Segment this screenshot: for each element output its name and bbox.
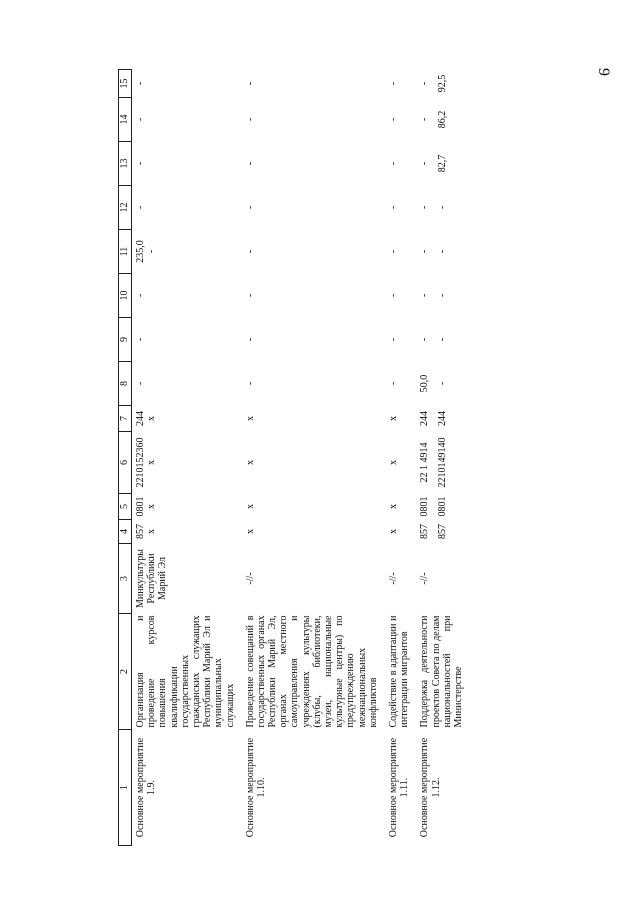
event-number: Основное мероприятие 1.12. [419, 737, 442, 838]
year-value: - [244, 81, 256, 86]
year-value: - [387, 381, 399, 386]
event-description: Организация и проведение курсов повышения квалификации государственных гражданских служащих Республики Марий Эл и муниципальных служащих [135, 615, 236, 728]
year-value: - - [419, 205, 448, 210]
table-row [242, 70, 385, 846]
column-header: 12 [119, 186, 132, 230]
year-value: - 92,5 [419, 74, 448, 93]
year-value: - [135, 293, 146, 298]
year-value: - [387, 205, 399, 210]
year-value: - [244, 293, 256, 298]
column-header: 14 [119, 98, 132, 142]
page-number: 9 [595, 68, 612, 76]
column-header: 13 [119, 142, 132, 186]
expense-type-code: 244 x [135, 411, 158, 426]
executor: -//- [419, 572, 431, 585]
year-value: - - [419, 337, 448, 342]
rotated-table-container [118, 76, 518, 846]
event-number: Основное мероприятие 1.11. [387, 737, 411, 838]
year-value: - [244, 117, 256, 122]
year-value: - - [419, 293, 448, 298]
column-header: 10 [119, 274, 132, 318]
target-article-code: 22 1 4914 2210149140 [419, 437, 448, 488]
year-value: - [244, 381, 256, 386]
table-row [385, 70, 416, 846]
column-header: 5 [119, 494, 132, 520]
target-article-code: 2210152360 x [135, 437, 158, 488]
table-row [132, 70, 242, 846]
column-header: 2 [119, 614, 132, 730]
executor: -//- [387, 572, 399, 585]
target-article-code: x [244, 460, 256, 465]
year-value: - [244, 161, 256, 166]
year-value: 235,0 - [135, 240, 158, 263]
event-description: Проведение совещаний в государственных органах Республики Марий Эл, органах местного самоуправления и учреждениях культуры (клубы, библиотеки, музеи, национальные культурные центры) по предупреждению межнациональных конфликтов [244, 615, 379, 728]
executor: -//- [244, 572, 256, 585]
executor: Минкультуры Республики Марий Эл [135, 549, 169, 608]
column-header: 3 [119, 544, 132, 614]
grbs-code: x [244, 529, 256, 534]
year-value: 50,0 - [419, 374, 448, 393]
year-value: - [135, 161, 146, 166]
column-header: 15 [119, 70, 132, 98]
year-value: - [387, 161, 399, 166]
year-value: - [135, 117, 146, 122]
event-description: Поддержка деятельности проектов Совета по делам национальностей при Министерстве [419, 615, 464, 728]
year-value: - [135, 205, 146, 210]
column-header: 1 [119, 730, 132, 846]
header-row [119, 70, 132, 846]
column-header: 6 [119, 432, 132, 494]
year-value: - [387, 81, 399, 86]
event-number: Основное мероприятие 1.9. [135, 737, 158, 838]
column-header: 11 [119, 230, 132, 274]
year-value: - 86,2 [419, 110, 448, 129]
year-value: - [387, 337, 399, 342]
event-number: Основное мероприятие 1.10. [244, 737, 267, 838]
event-description: Содействие в адаптации и интеграции мигрантов [387, 615, 411, 728]
year-value: - [244, 337, 256, 342]
column-header: 9 [119, 318, 132, 362]
section-code: 0801 x [135, 496, 158, 517]
year-value: - - [419, 249, 448, 254]
grbs-code: 857 x [135, 524, 158, 539]
year-value: - [135, 381, 146, 386]
year-value: - [387, 249, 399, 254]
column-header: 4 [119, 520, 132, 544]
year-value: - [244, 249, 256, 254]
expense-type-code: x [387, 416, 399, 421]
budget-table [118, 69, 470, 846]
expense-type-code: 244 244 [419, 411, 448, 426]
column-header: 8 [119, 362, 132, 406]
target-article-code: x [387, 460, 399, 465]
grbs-code: 857 857 [419, 524, 448, 539]
table-row [416, 70, 470, 846]
year-value: - [387, 293, 399, 298]
section-code: x [244, 504, 256, 509]
year-value: - [135, 81, 146, 86]
year-value: - 82,7 [419, 154, 448, 173]
grbs-code: x [387, 529, 399, 534]
section-code: 0801 0801 [419, 496, 448, 517]
year-value: - [387, 117, 399, 122]
year-value: - [244, 205, 256, 210]
expense-type-code: x [244, 416, 256, 421]
column-header: 7 [119, 406, 132, 432]
year-value: - [135, 337, 146, 342]
section-code: x [387, 504, 399, 509]
